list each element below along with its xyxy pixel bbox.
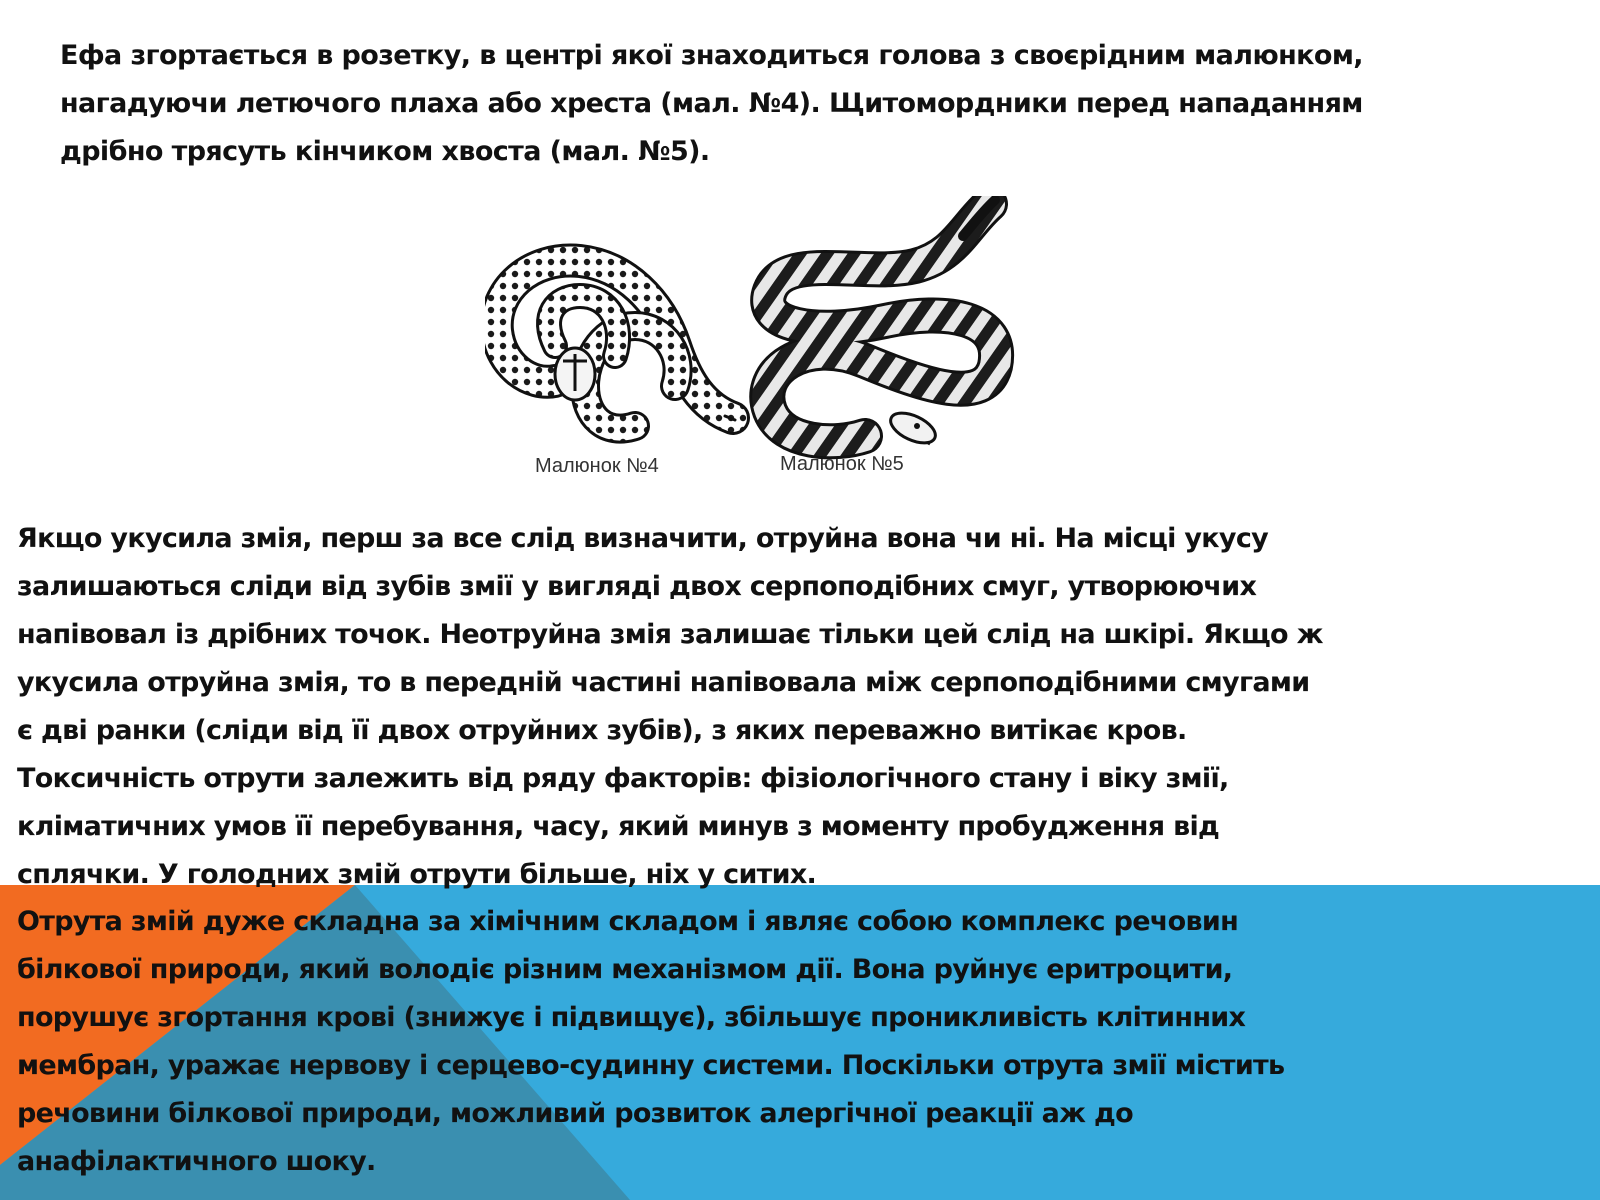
paragraph-line: мембран, уражає нервову і серцево-судинну системи. Поскільки отрута змії містить	[17, 1050, 1285, 1081]
paragraph-line: білкової природи, який володіє різним механізмом дії. Вона руйнує еритроцити,	[17, 954, 1233, 985]
paragraph-line: речовини білкової природи, можливий розвиток алергічної реакції аж до	[17, 1098, 1133, 1129]
paragraph-line: залишаються сліди від зубів змії у вигляді двох серпоподібних смуг, утворюючих	[17, 571, 1257, 602]
snake-5-drawing	[767, 200, 996, 449]
paragraph-line: є дві ранки (сліди від її двох отруйних зубів), з яких переважно витікає кров.	[17, 715, 1187, 746]
intro-line: Ефа згортається в розетку, в центрі якої знаходиться голова з своєрідним малюнком,	[60, 40, 1363, 71]
figure-label-5: Малюнок №5	[780, 453, 904, 475]
bite-identification-paragraph	[17, 515, 1583, 899]
paragraph-line: Отрута змій дуже складна за хімічним складом і являє собою комплекс речовин	[17, 906, 1239, 937]
paragraph-line: Якщо укусила змія, перш за все слід визначити, отруйна вона чи ні. На місці укусу	[17, 523, 1269, 554]
snake-5-head	[886, 407, 940, 449]
paragraph-line: укусила отруйна змія, то в передній частині напівовала між серпоподібними смугами	[17, 667, 1310, 698]
snake-illustration	[485, 196, 1033, 488]
paragraph-line: напівовал із дрібних точок. Неотруйна змія залишає тільки цей слід на шкірі. Якщо ж	[17, 619, 1323, 650]
paragraph-line: сплячки. У голодних змій отрути більше, ніх у ситих.	[17, 859, 817, 890]
intro-line: дрібно трясуть кінчиком хвоста (мал. №5).	[60, 136, 710, 167]
snake-4-drawing	[497, 261, 735, 429]
intro-paragraph	[60, 32, 1580, 176]
figure-label-4: Малюнок №4	[535, 455, 659, 477]
snake-drawings	[485, 196, 1033, 488]
paragraph-line: анафілактичного шоку.	[17, 1146, 376, 1177]
paragraph-line: кліматичних умов її перебування, часу, який минув з моменту пробудження від	[17, 811, 1220, 842]
intro-line: нагадуючи летючого плаха або хреста (мал. №4). Щитомордники перед нападанням	[60, 88, 1363, 119]
venom-composition-paragraph	[17, 898, 1583, 1186]
paragraph-line: порушує згортання крові (знижує і підвищує), збільшує проникливість клітинних	[17, 1002, 1246, 1033]
paragraph-line: Токсичність отрути залежить від ряду факторів: фізіологічного стану і віку змії,	[17, 763, 1229, 794]
